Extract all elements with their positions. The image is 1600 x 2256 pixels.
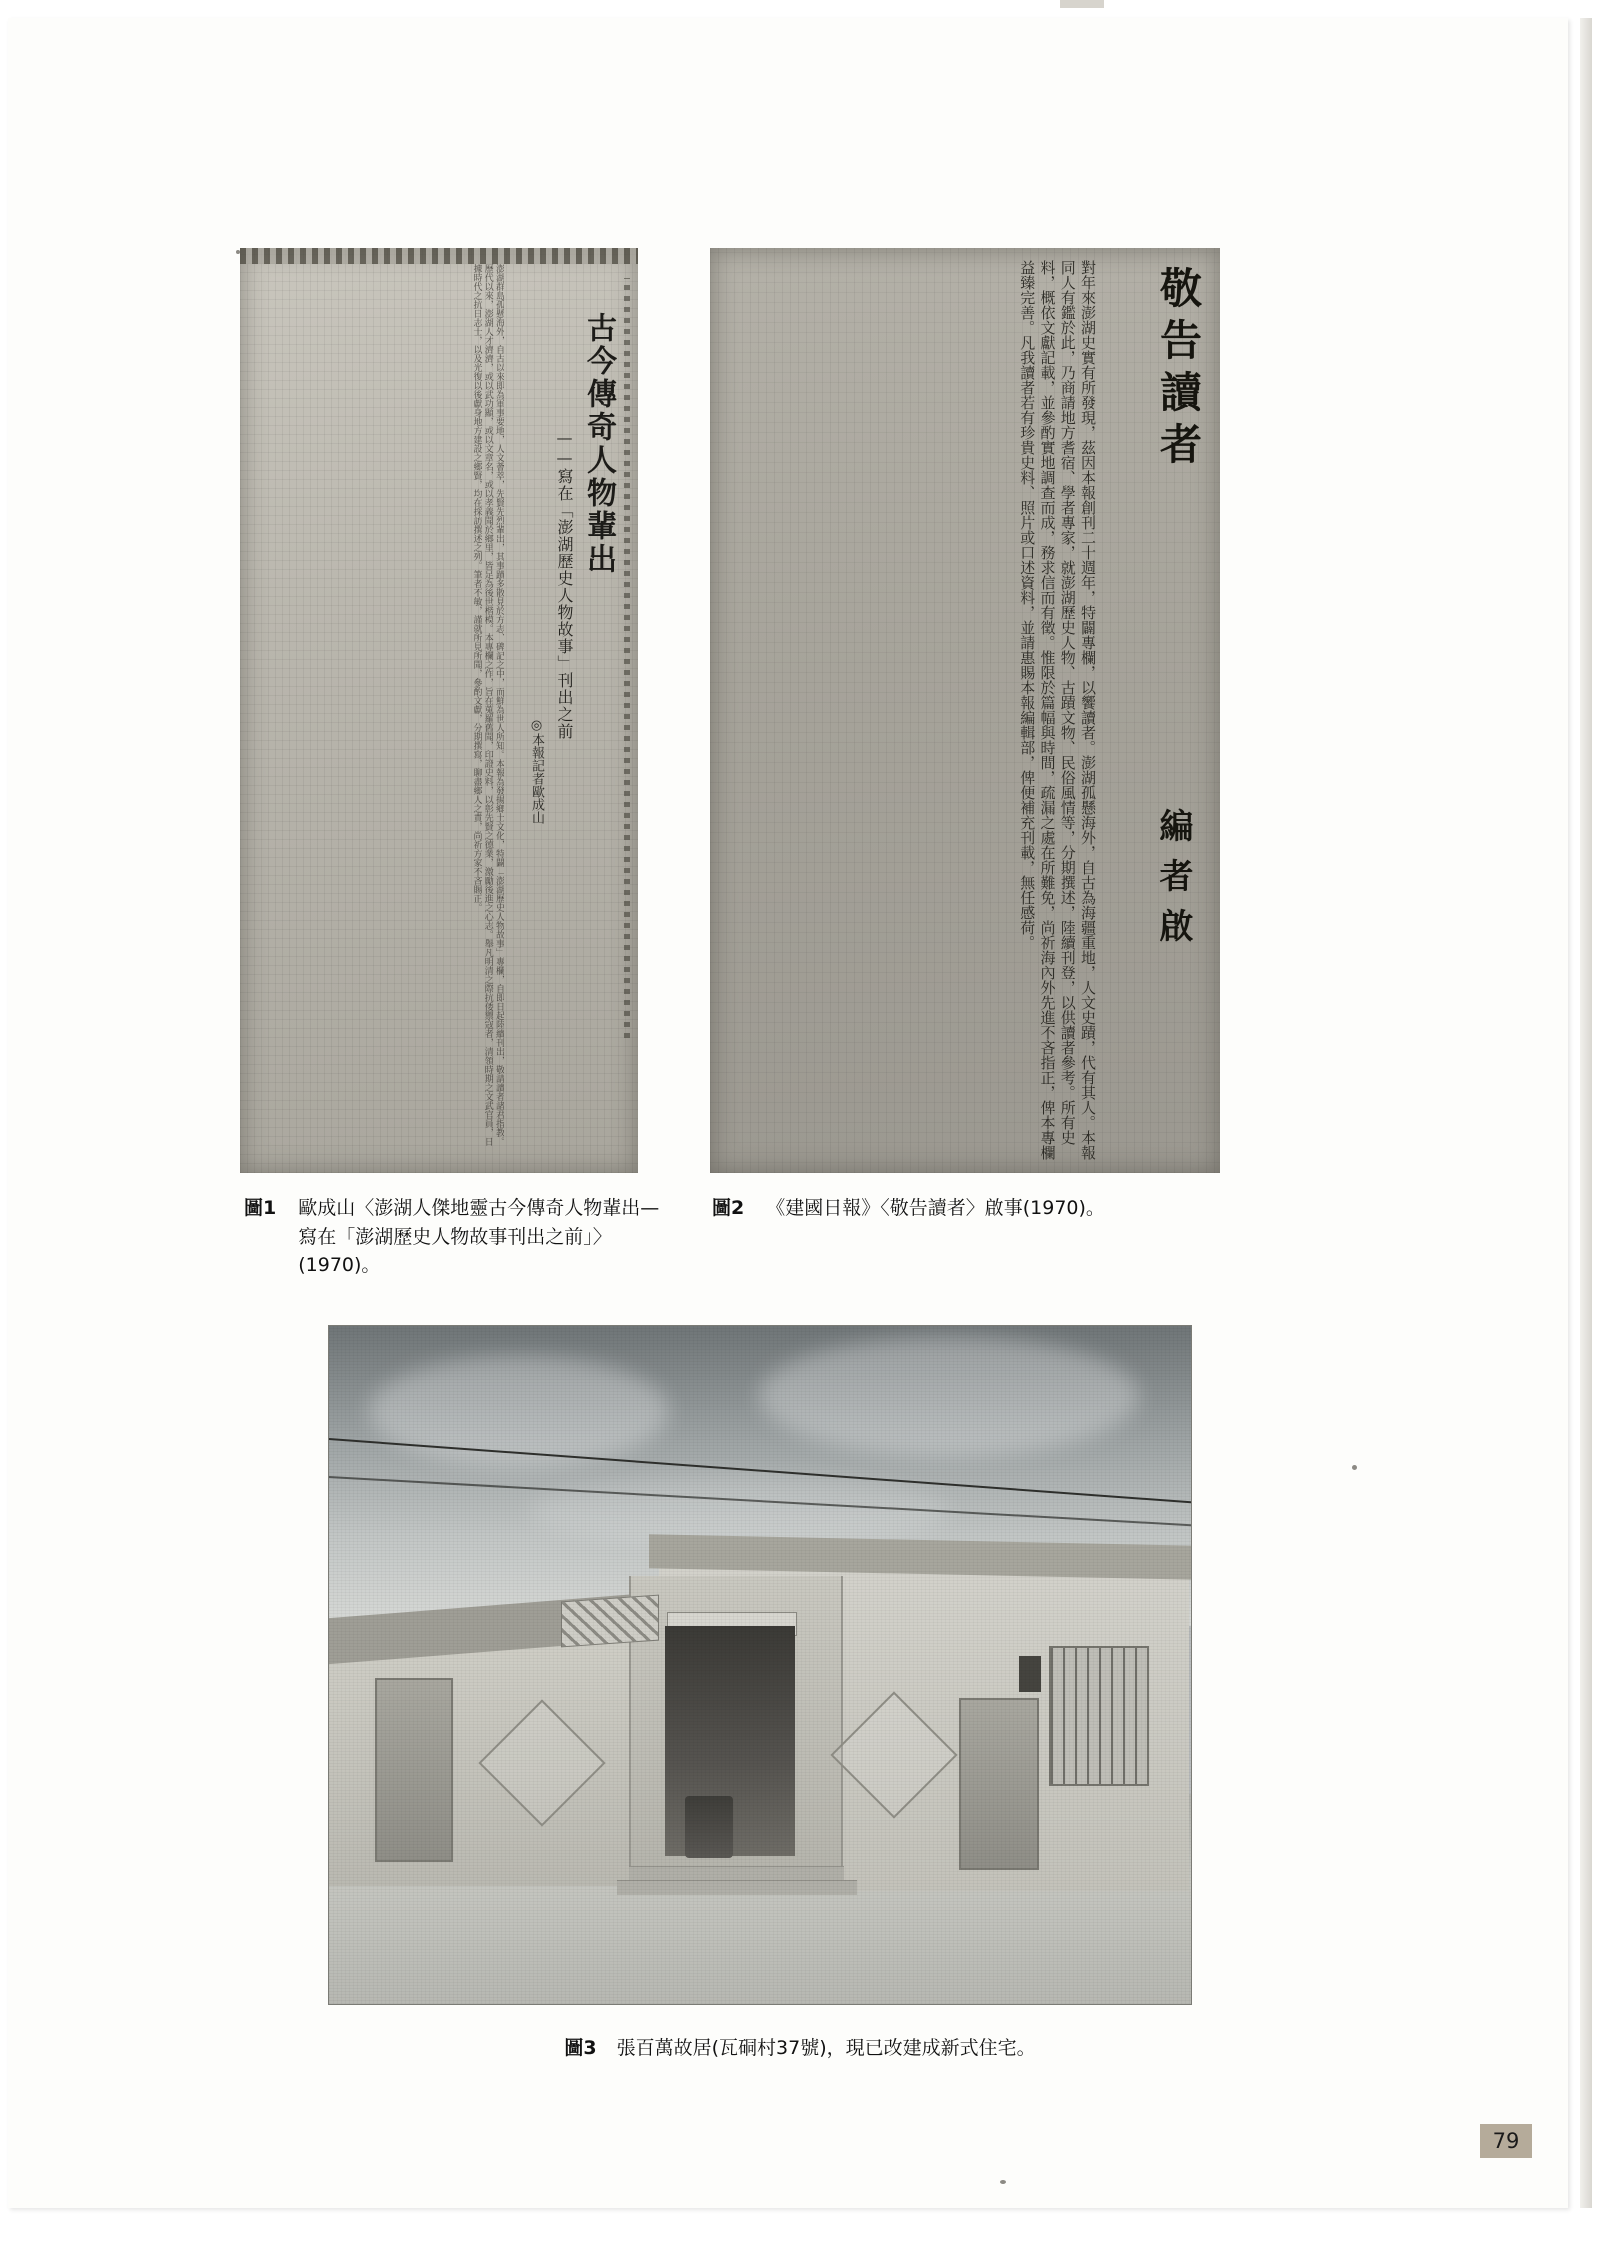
figure-1-subhead: ——寫在「澎湖歷史人物故事」刊出之前: [555, 428, 574, 740]
left-door: [375, 1678, 453, 1862]
figure-1-decorative-rule: [624, 278, 630, 1038]
figure-2-headline: 敬告讀者: [1154, 266, 1203, 474]
figure-2-image: [710, 248, 1220, 1173]
figure-1-caption-text: 歐成山〈澎湖人傑地靈古今傳奇人物輩出—寫在「澎湖歷史人物故事刊出之前」〉(1970)。: [298, 1197, 660, 1276]
figure-3-caption-label: 圖3: [564, 2037, 597, 2059]
figure-1-body-text: 澎湖群島孤懸海外，自古以來即為軍事要地，人文薈萃，先賢先烈輩出，其事蹟多散見於方志、碑記之中，而鮮為世人所知。本報為發揚鄉土文化，特闢「澎湖歷史人物故事」專欄，自即日起陸續刊出，敬請讀者諸君指教。歷代以來，澎湖人才濟濟，或以武功顯，或以文章名，或以孝義聞於鄉里，皆足為後世楷模。本專欄之作，旨在蒐羅舊聞，印證史料，以彰先賢之德業，激勵後進之心志。舉凡明清之際抗倭禦寇者，清領時期之文武官員，日據時代之抗日志士，以及光復以後獻身地方建設之鄉賢，均在採訪撰述之列。筆者不敏，謹就所見所聞，參酌文獻，分期撰寫，聊盡鄉人之責，尚祈方家不吝賜正。: [471, 264, 504, 1146]
figure-1-caption-label: 圖1: [244, 1197, 277, 1219]
page-speck: [1352, 1465, 1357, 1470]
right-window: [1049, 1646, 1149, 1786]
figure-2-caption-text: 《建國日報》〈敬告讀者〉啟事(1970)。: [766, 1197, 1105, 1219]
page-edge-shadow: [1580, 18, 1592, 2208]
page-number: 79: [1492, 2129, 1520, 2153]
page-speck: [236, 250, 240, 254]
page-number-box: [1480, 2124, 1532, 2158]
lattice-screen: [561, 1595, 659, 1648]
figure-1-image: [240, 248, 638, 1173]
figure-1-top-border: [240, 248, 638, 264]
page-speck: [1000, 2180, 1006, 2184]
photo-cloud: [759, 1336, 1139, 1456]
figure-2-caption: [712, 1194, 1322, 1223]
figure-1-byline: ◎本報記者歐成山: [529, 718, 544, 824]
figure-3-image: [328, 1325, 1192, 2005]
porch-step: [617, 1880, 857, 1895]
porch-step: [629, 1866, 844, 1881]
right-door: [959, 1698, 1039, 1870]
water-barrel: [685, 1796, 733, 1858]
figure-2-body-text: 對年來澎湖史實有所發現，茲因本報創刊二十週年，特闢專欄，以饗讀者。澎湖孤懸海外，自古為海疆重地，人文史蹟，代有其人。本報同人有鑑於此，乃商請地方耆宿、學者專家，就澎湖歷史人物、古蹟文物、民俗風情等，分期撰述，陸續刊登，以供讀者參考。所有史料，概依文獻記載，並參酌實地調查而成，務求信而有徵。惟限於篇幅與時間，疏漏之處在所難免，尚祈海內外先進不吝指正，俾本專欄益臻完善。凡我讀者若有珍貴史料、照片或口述資料，並請惠賜本報編輯部，俾便補充刊載，無任感荷。: [1018, 260, 1097, 1160]
figure-1-headline: 古今傳奇人物輩出: [581, 312, 616, 576]
figure-2-signature: 編者啟: [1153, 808, 1193, 958]
figure-2-caption-label: 圖2: [712, 1197, 745, 1219]
page-top-mark: [1060, 0, 1104, 8]
photo-cloud: [369, 1356, 669, 1466]
figure-3-caption-text: 張百萬故居(瓦硐村37號)，現已改建成新式住宅。: [616, 2037, 1036, 2059]
figure-3-caption: [420, 2034, 1180, 2063]
figure-1-caption: [244, 1194, 664, 1280]
wall-meter-box: [1019, 1656, 1041, 1692]
